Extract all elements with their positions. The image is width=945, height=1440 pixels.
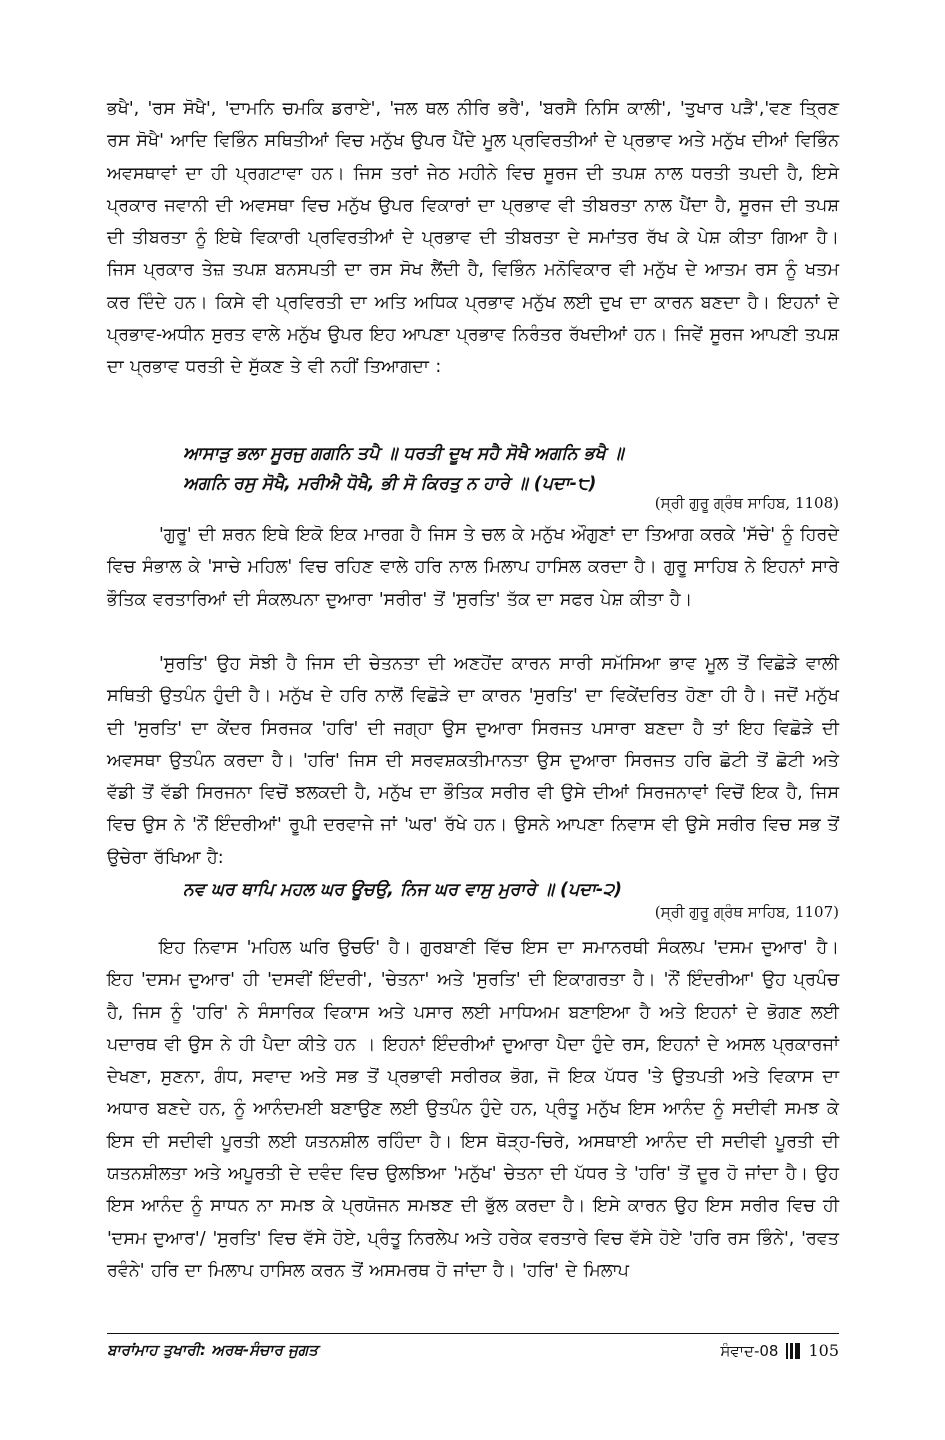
footer-book-title: ਬਾਰਾਂਮਾਹ ਤੁਖਾਰੀ: ਅਰਥ-ਸੰਚਾਰ ਜੁਗਤ — [107, 1341, 318, 1359]
scripture-quote-1-line-2: ਅਗਨਿ ਰਸੁ ਸੋਖੈ, ਮਰੀਐ ਧੋਖੈ, ਭੀ ਸੋ ਕਿਰਤੁ ਨ ਹਾਰੇ ॥ (ਪਦਾ-੮) — [183, 474, 597, 494]
body-paragraph-4: ਇਹ ਨਿਵਾਸ 'ਮਹਿਲ ਘਰਿ ਉਚਓ' ਹੈ। ਗੁਰਬਾਣੀ ਵਿੱਚ ਇਸ ਦਾ ਸਮਾਨਰਥੀ ਸੰਕਲਪ 'ਦਸਮ ਦੁਆਰ' ਹੈ। ਇਹ 'ਦਸਮ ਦੁਆਰ' ਹੀ 'ਦਸਵੀਂ ਇੰਦਰੀ', 'ਚੇਤਨਾ' ਅਤੇ 'ਸੁਰਤਿ' ਦੀ ਇਕਾਗਰਤਾ ਹੈ। 'ਨੌਂ ਇੰਦਰੀਆ' ਉਹ ਪ੍ਰਪੰਚ ਹੈ, ਜਿਸ ਨੂੰ 'ਹਰਿ' ਨੇ ਸੰਸਾਰਿਕ ਵਿਕਾਸ ਅਤੇ ਪਸਾਰ ਲਈ ਮਾਧਿਅਮ ਬਣਾਇਆ ਹੈ ਅਤੇ ਇਹਨਾਂ ਦੇ ਭੋਗਣ ਲਈ ਪਦਾਰਥ ਵੀ ਉਸ ਨੇ ਹੀ ਪੈਦਾ ਕੀਤੇ ਹਨ । ਇਹਨਾਂ ਇੰਦਰੀਆਂ ਦੁਆਰਾ ਪੈਦਾ ਹੁੰਦੇ ਰਸ, ਇਹਨਾਂ ਦੇ ਅਸਲ ਪ੍ਰਕਾਰਜਾਂ ਦੇਖਣਾ, ਸੁਣਨਾ, ਗੰਧ, ਸਵਾਦ ਅਤੇ ਸਭ ਤੋਂ ਪ੍ਰਭਾਵੀ ਸਰੀਰਕ ਭੋਗ, ਜੋ ਇਕ ਪੱਧਰ 'ਤੇ ਉਤਪਤੀ ਅਤੇ ਵਿਕਾਸ ਦਾ ਅਧਾਰ ਬਣਦੇ ਹਨ, ਨੂੰ ਆਨੰਦਮਈ ਬਣਾਉਣ ਲਈ ਉਤਪੰਨ ਹੁੰਦੇ ਹਨ, ਪ੍ਰੰਤੂ ਮਨੁੱਖ ਇਸ ਆਨੰਦ ਨੂੰ ਸਦੀਵੀ ਸਮਝ ਕੇ ਇਸ ਦੀ ਸਦੀਵੀ ਪੂਰਤੀ ਲਈ ਯਤਨਸ਼ੀਲ ਰਹਿੰਦਾ ਹੈ। ਇਸ ਥੋੜ੍ਹ-ਚਿਰੇ, ਅਸਥਾਈ ਆਨੰਦ ਦੀ ਸਦੀਵੀ ਪੂਰਤੀ ਦੀ ਯਤਨਸ਼ੀਲਤਾ ਅਤੇ ਅਪੂਰਤੀ ਦੇ ਦਵੰਦ ਵਿਚ ਉਲਝਿਆ 'ਮਨੁੱਖ' ਚੇਤਨਾ ਦੀ ਪੱਧਰ ਤੇ 'ਹਰਿ' ਤੋਂ ਦੂਰ ਹੋ ਜਾਂਦਾ ਹੈ। ਉਹ ਇਸ ਆਨੰਦ ਨੂੰ ਸਾਧਨ ਨਾ ਸਮਝ ਕੇ ਪ੍ਰਯੋਜਨ ਸਮਝਣ ਦੀ ਭੁੱਲ ਕਰਦਾ ਹੈ। ਇਸੇ ਕਾਰਨ ਉਹ ਇਸ ਸਰੀਰ ਵਿਚ ਹੀ 'ਦਸਮ ਦੁਆਰ'/ 'ਸੁਰਤਿ' ਵਿਚ ਵੱਸੇ ਹੋਏ, ਪ੍ਰੰਤੂ ਨਿਰਲੇਪ ਅਤੇ ਹਰੇਕ ਵਰਤਾਰੇ ਵਿਚ ਵੱਸੇ ਹੋਏ 'ਹਰਿ ਰਸ ਭਿੰਨੇ', 'ਰਵਤ ਰਵੰਨੇ' ਹਰਿ ਦਾ ਮਿਲਾਪ ਹਾਸਿਲ ਕਰਨ ਤੋਂ ਅਸਮਰਥ ਹੋ ਜਾਂਦਾ ਹੈ। 'ਹਰਿ' ਦੇ ਮਿਲਾਪ — [107, 938, 839, 1281]
body-paragraph-1: ਭਖੈ', 'ਰਸ ਸੋਖੈ', 'ਦਾਮਨਿ ਚਮਕਿ ਡਰਾਏ', 'ਜਲ ਥਲ ਨੀਰਿ ਭਰੈ', 'ਬਰਸੈ ਨਿਸਿ ਕਾਲੀ', 'ਤੁਖਾਰ ਪੜੈ','ਵਣ ਤ੍ਰਿਣ ਰਸ ਸੋਖੈ' ਆਦਿ ਵਿਭਿੰਨ ਸਥਿਤੀਆਂ ਵਿਚ ਮਨੁੱਖ ਉਪਰ ਪੈਂਦੇ ਮੂਲ ਪ੍ਰਵਿਰਤੀਆਂ ਦੇ ਪ੍ਰਭਾਵ ਅਤੇ ਮਨੁੱਖ ਦੀਆਂ ਵਿਭਿੰਨ ਅਵਸਥਾਵਾਂ ਦਾ ਹੀ ਪ੍ਰਗਟਾਵਾ ਹਨ। ਜਿਸ ਤਰਾਂ ਜੇਠ ਮਹੀਨੇ ਵਿਚ ਸੂਰਜ ਦੀ ਤਪਸ਼ ਨਾਲ ਧਰਤੀ ਤਪਦੀ ਹੈ, ਇਸੇ ਪ੍ਰਕਾਰ ਜਵਾਨੀ ਦੀ ਅਵਸਥਾ ਵਿਚ ਮਨੁੱਖ ਉਪਰ ਵਿਕਾਰਾਂ ਦਾ ਪ੍ਰਭਾਵ ਵੀ ਤੀਬਰਤਾ ਨਾਲ ਪੈਂਦਾ ਹੈ, ਸੂਰਜ ਦੀ ਤਪਸ਼ ਦੀ ਤੀਬਰਤਾ ਨੂੰ ਇਥੇ ਵਿਕਾਰੀ ਪ੍ਰਵਿਰਤੀਆਂ ਦੇ ਪ੍ਰਭਾਵ ਦੀ ਤੀਬਰਤਾ ਦੇ ਸਮਾਂਤਰ ਰੱਖ ਕੇ ਪੇਸ਼ ਕੀਤਾ ਗਿਆ ਹੈ। ਜਿਸ ਪ੍ਰਕਾਰ ਤੇਜ਼ ਤਪਸ਼ ਬਨਸਪਤੀ ਦਾ ਰਸ ਸੋਖ ਲੈਂਦੀ ਹੈ, ਵਿਭਿੰਨ ਮਨੋਵਿਕਾਰ ਵੀ ਮਨੁੱਖ ਦੇ ਆਤਮ ਰਸ ਨੂੰ ਖਤਮ ਕਰ ਦਿੰਦੇ ਹਨ। ਕਿਸੇ ਵੀ ਪ੍ਰਵਿਰਤੀ ਦਾ ਅਤਿ ਅਧਿਕ ਪ੍ਰਭਾਵ ਮਨੁੱਖ ਲਈ ਦੁਖ ਦਾ ਕਾਰਨ ਬਣਦਾ ਹੈ। ਇਹਨਾਂ ਦੇ ਪ੍ਰਭਾਵ-ਅਧੀਨ ਸੁਰਤ ਵਾਲੇ ਮਨੁੱਖ ਉਪਰ ਇਹ ਆਪਣਾ ਪ੍ਰਭਾਵ ਨਿਰੰਤਰ ਰੱਖਦੀਆਂ ਹਨ। ਜਿਵੇਂ ਸੂਰਜ ਆਪਣੀ ਤਪਸ਼ ਦਾ ਪ੍ਰਭਾਵ ਧਰਤੀ ਦੇ ਸੁੱਕਣ ਤੇ ਵੀ ਨਹੀਂ ਤਿਆਗਦਾ : — [107, 99, 839, 378]
page-number: 105 — [808, 1341, 839, 1360]
footer-issue: ਸੰਵਾਦ-08 — [720, 1341, 779, 1360]
footer-divider — [107, 1333, 839, 1334]
body-paragraph-3: 'ਸੁਰਤਿ' ਉਹ ਸੋਝੀ ਹੈ ਜਿਸ ਦੀ ਚੇਤਨਤਾ ਦੀ ਅਣਹੋਂਦ ਕਾਰਨ ਸਾਰੀ ਸਮੱਸਿਆ ਭਾਵ ਮੂਲ ਤੋਂ ਵਿਛੋੜੇ ਵਾਲੀ ਸਥਿਤੀ ਉਤਪੰਨ ਹੁੰਦੀ ਹੈ। ਮਨੁੱਖ ਦੇ ਹਰਿ ਨਾਲੋਂ ਵਿਛੋੜੇ ਦਾ ਕਾਰਨ 'ਸੁਰਤਿ' ਦਾ ਵਿਕੇਂਦਰਿਤ ਹੋਣਾ ਹੀ ਹੈ। ਜਦੋਂ ਮਨੁੱਖ ਦੀ 'ਸੁਰਤਿ' ਦਾ ਕੇਂਦਰ ਸਿਰਜਕ 'ਹਰਿ' ਦੀ ਜਗ੍ਹਾ ਉਸ ਦੁਆਰਾ ਸਿਰਜਤ ਪਸਾਰਾ ਬਣਦਾ ਹੈ ਤਾਂ ਇਹ ਵਿਛੋੜੇ ਦੀ ਅਵਸਥਾ ਉਤਪੰਨ ਕਰਦਾ ਹੈ। 'ਹਰਿ' ਜਿਸ ਦੀ ਸਰਵਸ਼ਕਤੀਮਾਨਤਾ ਉਸ ਦੁਆਰਾ ਸਿਰਜਤ ਹਰਿ ਛੋਟੀ ਤੋਂ ਛੋਟੀ ਅਤੇ ਵੱਡੀ ਤੋਂ ਵੱਡੀ ਸਿਰਜਨਾ ਵਿਚੋਂ ਝਲਕਦੀ ਹੈ, ਮਨੁੱਖ ਦਾ ਭੌਤਿਕ ਸਰੀਰ ਵੀ ਉਸੇ ਦੀਆਂ ਸਿਰਜਨਾਵਾਂ ਵਿਚੋਂ ਇਕ ਹੈ, ਜਿਸ ਵਿਚ ਉਸ ਨੇ 'ਨੌਂ ਇੰਦਰੀਆਂ' ਰੂਪੀ ਦਰਵਾਜੇ ਜਾਂ 'ਘਰ' ਰੱਖੇ ਹਨ। ਉਸਨੇ ਆਪਣਾ ਨਿਵਾਸ ਵੀ ਉਸੇ ਸਰੀਰ ਵਿਚ ਸਭ ਤੋਂ ਉਚੇਰਾ ਰੱਖਿਆ ਹੈ: — [107, 654, 839, 868]
citation-1: (ਸ੍ਰੀ ਗੁਰੂ ਗ੍ਰੰਥ ਸਾਹਿਬ, 1108) — [654, 494, 839, 512]
scripture-quote-2-line-1: ਨਵ ਘਰ ਥਾਪਿ ਮਹਲ ਘਰ ਊਚਉ, ਨਿਜ ਘਰ ਵਾਸੁ ਮੁਰਾਰੇ ॥ (ਪਦਾ-੨) — [183, 880, 623, 900]
body-paragraph-2: 'ਗੁਰੂ' ਦੀ ਸ਼ਰਨ ਇਥੇ ਇਕੋ ਇਕ ਮਾਰਗ ਹੈ ਜਿਸ ਤੇ ਚਲ ਕੇ ਮਨੁੱਖ ਔਗੁਣਾਂ ਦਾ ਤਿਆਗ ਕਰਕੇ 'ਸੱਚੇ' ਨੂੰ ਹਿਰਦੇ ਵਿਚ ਸੰਭਾਲ ਕੇ 'ਸਾਚੇ ਮਹਿਲ' ਵਿਚ ਰਹਿਣ ਵਾਲੇ ਹਰਿ ਨਾਲ ਮਿਲਾਪ ਹਾਸਿਲ ਕਰਦਾ ਹੈ। ਗੁਰੂ ਸਾਹਿਬ ਨੇ ਇਹਨਾਂ ਸਾਰੇ ਭੌਤਿਕ ਵਰਤਾਰਿਆਂ ਦੀ ਸੰਕਲਪਨਾ ਦੁਆਰਾ 'ਸਰੀਰ' ਤੋਂ 'ਸੁਰਤਿ' ਤੱਕ ਦਾ ਸਫਰ ਪੇਸ਼ ਕੀਤਾ ਹੈ। — [107, 525, 839, 610]
citation-2: (ਸ੍ਰੀ ਗੁਰੂ ਗ੍ਰੰਥ ਸਾਹਿਬ, 1107) — [654, 903, 839, 921]
page-marker-bars-icon — [786, 1343, 800, 1359]
scripture-quote-1-line-1: ਆਸਾੜੁ ਭਲਾ ਸੂਰਜੁ ਗਗਨਿ ਤਪੈ ॥ ਧਰਤੀ ਦੂਖ ਸਹੈ ਸੋਖੈ ਅਗਨਿ ਭਖੈ ॥ — [183, 444, 624, 464]
footer-page-info — [720, 1341, 839, 1360]
